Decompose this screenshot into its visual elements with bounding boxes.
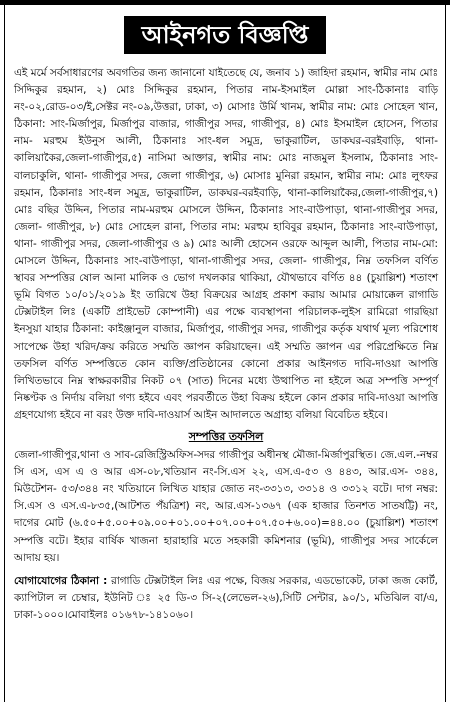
contact-paragraph bbox=[14, 573, 438, 624]
notice-title: আইনগত বিজ্ঞপ্তি bbox=[124, 16, 327, 54]
schedule-text: জেলা-গাজীপুর,থানা ও সাব-রেজিস্ট্রিঅফিস-সদর গাজীপুর অধীনস্থ মৌজা-মির্জাপুরস্থিত। জে.এল.-নম্বর সি এস, এস এ ও আর এস-০৮,খতিয়ান নং-সি.এস ২২, এস.এ-৫৩ ও ৪৪৩, আর.এস- ৩৪৪, মিউটেশন- ৫৩/৩৪৪ নং খতিয়ানে লিখিত যাহার জোত নং-৩৩১৩, ৩৩১৪ ও ৩৩১২ বটে। দাগ নম্বর: সি.এস ও এস.এ-৮৩৫,(আটশত পঁয়ত্রিশ) নং, আর.এস-১৩৬৭ (এক হাজার তিনশত সাতষট্টি) নং, দাগের মোট (৬.৫০+৫.০০+০৯.০০+০১.০০+০৭.০০+০৭.৫০+৬.০০)=৪৪.০০ (চুয়াল্লিশ) শতাংশ সম্পত্তি বটে। ইহার বার্ষিক খাজনা হারাহারি মতে সহকারী কমিশনার (ভূমি), গাজীপুর সদর সার্কেলে আদায় হয়। bbox=[14, 449, 438, 564]
schedule-title: সম্পত্তির তফসিল bbox=[188, 429, 264, 443]
notice-body-paragraph: এই মর্মে সর্বসাধারণের অবগতির জন্য জানানো যাইতেছে যে, জনাব ১) জাহিদা রহমান, স্বামীর নাম মোঃ সিদ্দিকুর রহমান, ২) মোঃ সিদ্দিকুর রহমান, পিতার নাম-ইসমাইল মোল্লা সাং-ঠিকানাঃ বাড়ি নং-০২,রোড-০৩/ই,সেক্টর নং-০৯,উত্তরা, ঢাকা, ৩) মোসাঃ উর্মি খানম, স্বামীর নাম: মোঃ সোহেল খান, ঠিকানা: সাং-মির্জাপুর, মির্জাপুর বাজার, গাজীপুর সদর, গাজীপুর, ৪) মোঃ ইসমাইল হোসেন, পিতার নাম- মরহুম ইউনুস আলী, ঠিকানাঃ সাং-ধল সমুদ্র, ভাকুরাটিল, ডাকঘর-বরইবাড়ি, থানা-কালিয়াকৈর,জেলা-গাজীপুর,৫) নাসিমা আক্তার, স্বামীর নাম: মোঃ নাজমুল ইসলাম, ঠিকানাঃ সাং- বালচাকুলি, থানা- গাজীপুর সদর, জেলা গাজীপুর, ৬) মোসাঃ মুনিরা রহমান, স্বামীর নাম: মোঃ লুৎফর রহমান, ঠিকানাঃ সাং-ধল সমুদ্র, ভাকুরাটিল, ডাকঘর-বরইবাড়ি, থানা-কালিয়াকৈর,জেলা-গাজীপুর,৭) মোঃ বছির উদ্দিন, পিতার নাম-মরহুম মোসলে উদ্দিন, ঠিকানাঃ সাং-বাউপাড়া, থানা-গাজীপুর সদর, জেলা- গাজীপুর, ৮) মোঃ সোহেল রানা, পিতার নাম: মরহুম হাবিবুর রহমান, ঠিকানাঃ সাং-বাউপাড়া, থানা- গাজীপুর সদর, জেলা-গাজীপুর ও ৯) মোঃ আলী হোসেন ওরফে আব্দুল আলী, পিতার নাম-মো: মোসলে উদ্দিন, ঠিকানাঃ সাং-বাউপাড়া, থানা-গাজীপুর সদর, জেলা- গাজীপুর, নিম্ন তফসিল বর্ণিত স্থাবর সম্পত্তির ষোল আনা মালিক ও ভোগ দখলকার থাকিয়া, যৌথভাবে বর্ণিত ৪৪ (চুয়াল্লিশ) শতাংশ ভূমি বিগত ১০/০১/২০১৯ ইং তারিখে উহা বিক্রয়ের আগ্রহ প্রকাশ করায় আমার মোয়াক্কেল রাগাডি টেক্সটাইল লিঃ (একটি প্রাইভেট কোম্পানী) এর পক্ষে ব্যবস্থাপনা পরিচালক-লুইস রামিরো গারছিয়া ইনসুয়া যাহার ঠিকানা: কাইঞ্জানুল বাজার, মির্জাপুর, গাজীপুর সদর, গাজীপুর কর্তৃক যথার্থ মূল্য পরিশোধ সাপেক্ষে উহা খরিদ/ক্রয় করিতে সম্মতি জ্ঞাপন করিয়াছেন। এই সম্মতি জ্ঞাপন এর পরিপ্রেক্ষিতে নিম্ন তফসিল বর্ণিত সম্পত্তিতে কোন ব্যক্তি/প্রতিষ্ঠানের কোনো প্রকার আইনগত দাবি-দাওয়া আপত্তি লিখিতভাবে নিম্ন স্বাক্ষরকারীর নিকট ০৭ (সাত) দিনের মধ্যে উত্থাপিত না হইলে অত্র সম্পত্তি সম্পূর্ণ নিষ্কণ্টক ও নির্দায় বলিয়া গণ্য হইবে এবং পরবর্তীতে উহা বিক্রয় হইলে কোন প্রকার দাবি-দাওয়া আপত্তি গ্রহণযোগ্য হইবে না বরং উক্ত দাবি-দাওয়ার্স আইন আদালতে অগ্রাহ্য বলিয়া বিবেচিত হইবে। bbox=[14, 67, 438, 421]
contact-text: রাগাডি টেক্সটাইল লিঃ এর পক্ষে, বিজয় সরকার, এডভোকেট, ঢাকা জজ কোর্ট, ক্যাপিটাল ল চেম্বার, ইউনিট ঃ ২৫ ডি-৩ সি-২(লেভেল-২৬),সিটি সেন্টার, ৯০/১, মতিঝিল বা/এ, ঢাকা-১০০০।মোবাইলঃ ০১৬৭৮-১৪১০৬০। bbox=[14, 574, 438, 621]
notice-header bbox=[0, 15, 450, 55]
notice-content bbox=[14, 65, 438, 624]
contact-label: যোগাযোগের ঠিকানা : bbox=[14, 574, 108, 587]
